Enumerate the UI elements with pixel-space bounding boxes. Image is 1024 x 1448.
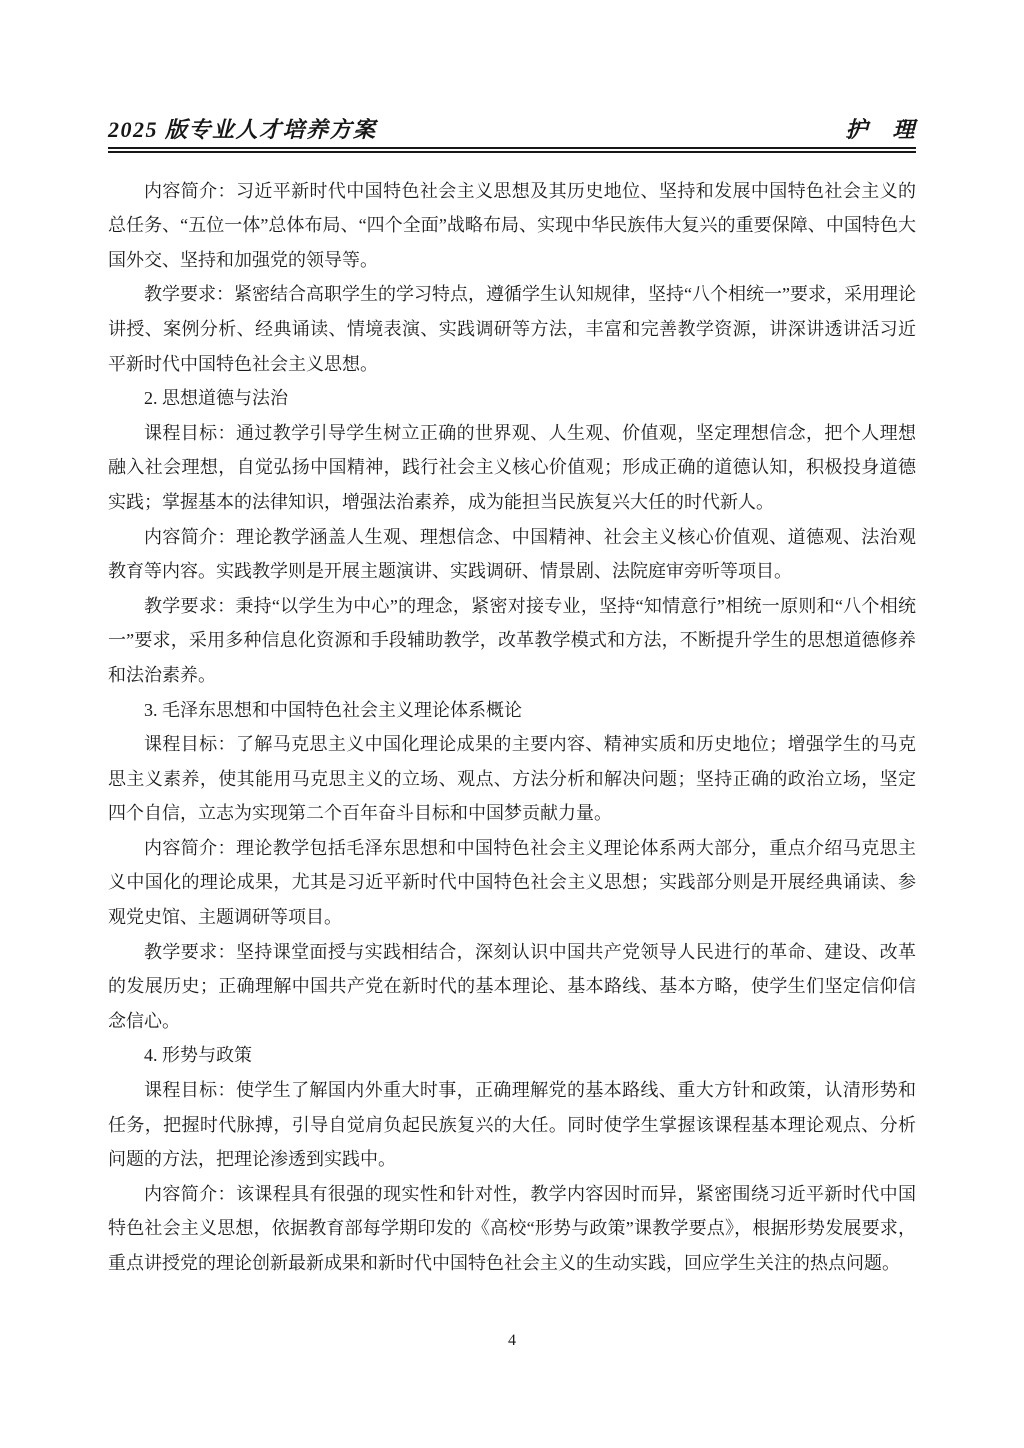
paragraph-content-intro-1: 内容简介：习近平新时代中国特色社会主义思想及其历史地位、坚持和发展中国特色社会主义的总任务、“五位一体”总体布局、“四个全面”战略布局、实现中华民族伟大复兴的重要保障、中国特色大国外交、坚持和加强党的领导等。 — [108, 180, 916, 270]
paragraph-course-goal-2: 课程目标：通过教学引导学生树立正确的世界观、人生观、价值观，坚定理想信念，把个人理想融入社会理想，自觉弘扬中国精神，践行社会主义核心价值观；形成正确的道德认知，积极投身道德实践；掌握基本的法律知识，增强法治素养，成为能担当民族复兴大任的时代新人。 — [108, 422, 916, 512]
course-heading-3: 3. 毛泽东思想和中国特色社会主义理论体系概论 — [144, 699, 522, 720]
paragraph-content-intro-3: 内容简介：理论教学包括毛泽东思想和中国特色社会主义理论体系两大部分，重点介绍马克思主义中国化的理论成果，尤其是习近平新时代中国特色社会主义思想；实践部分则是开展经典诵读、参观党史馆、主题调研等项目。 — [108, 837, 916, 928]
header-major-title: 护 理 — [845, 117, 916, 142]
page-footer — [0, 1332, 1024, 1350]
document-body — [108, 174, 916, 1281]
paragraph-course-goal-4: 课程目标：使学生了解国内外重大时事，正确理解党的基本路线、重大方针和政策，认清形势和任务，把握时代脉搏，引导自觉肩负起民族复兴的大任。同时使学生掌握该课程基本理论观点、分析问题的方法，把理论渗透到实践中。 — [108, 1080, 916, 1170]
header-doc-title: 2025 版专业人才培养方案 — [108, 117, 377, 142]
paragraph-content-intro-4: 内容简介：该课程具有很强的现实性和针对性，教学内容因时而异，紧密围绕习近平新时代中国特色社会主义思想，依据教育部每学期印发的《高校“形势与政策”课教学要点》，根据形势发展要求，重点讲授党的理论创新最新成果和新时代中国特色社会主义的生动实践，回应学生关注的热点问题。 — [108, 1183, 916, 1273]
paragraph-teaching-req-2: 教学要求：秉持“以学生为中心”的理念，紧密对接专业，坚持“知情意行”相统一原则和“八个相统一”要求，采用多种信息化资源和手段辅助教学，改革教学模式和方法，不断提升学生的思想道德修养和法治素养。 — [108, 595, 916, 685]
page-number: 4 — [508, 1332, 516, 1349]
course-heading-4: 4. 形势与政策 — [144, 1045, 252, 1066]
paragraph-teaching-req-3: 教学要求：坚持课堂面授与实践相结合，深刻认识中国共产党领导人民进行的革命、建设、改革的发展历史；正确理解中国共产党在新时代的基本理论、基本路线、基本方略，使学生们坚定信仰信念信心。 — [108, 941, 916, 1031]
paragraph-teaching-req-1: 教学要求：紧密结合高职学生的学习特点，遵循学生认知规律，坚持“八个相统一”要求，采用理论讲授、案例分析、经典诵读、情境表演、实践调研等方法，丰富和完善教学资源，讲深讲透讲活习近平新时代中国特色社会主义思想。 — [108, 284, 916, 374]
header-row — [108, 116, 916, 144]
paragraph-content-intro-2: 内容简介：理论教学涵盖人生观、理想信念、中国精神、社会主义核心价值观、道德观、法治观教育等内容。实践教学则是开展主题演讲、实践调研、情景剧、法院庭审旁听等项目。 — [108, 526, 916, 582]
paragraph-course-goal-3: 课程目标：了解马克思主义中国化理论成果的主要内容、精神实质和历史地位；增强学生的马克思主义素养，使其能用马克思主义的立场、观点、方法分析和解决问题；坚持正确的政治立场，坚定四个自信，立志为实现第二个百年奋斗目标和中国梦贡献力量。 — [108, 734, 916, 824]
course-heading-2: 2. 思想道德与法治 — [144, 388, 288, 409]
page-header — [108, 116, 916, 153]
header-double-rule — [108, 147, 916, 153]
